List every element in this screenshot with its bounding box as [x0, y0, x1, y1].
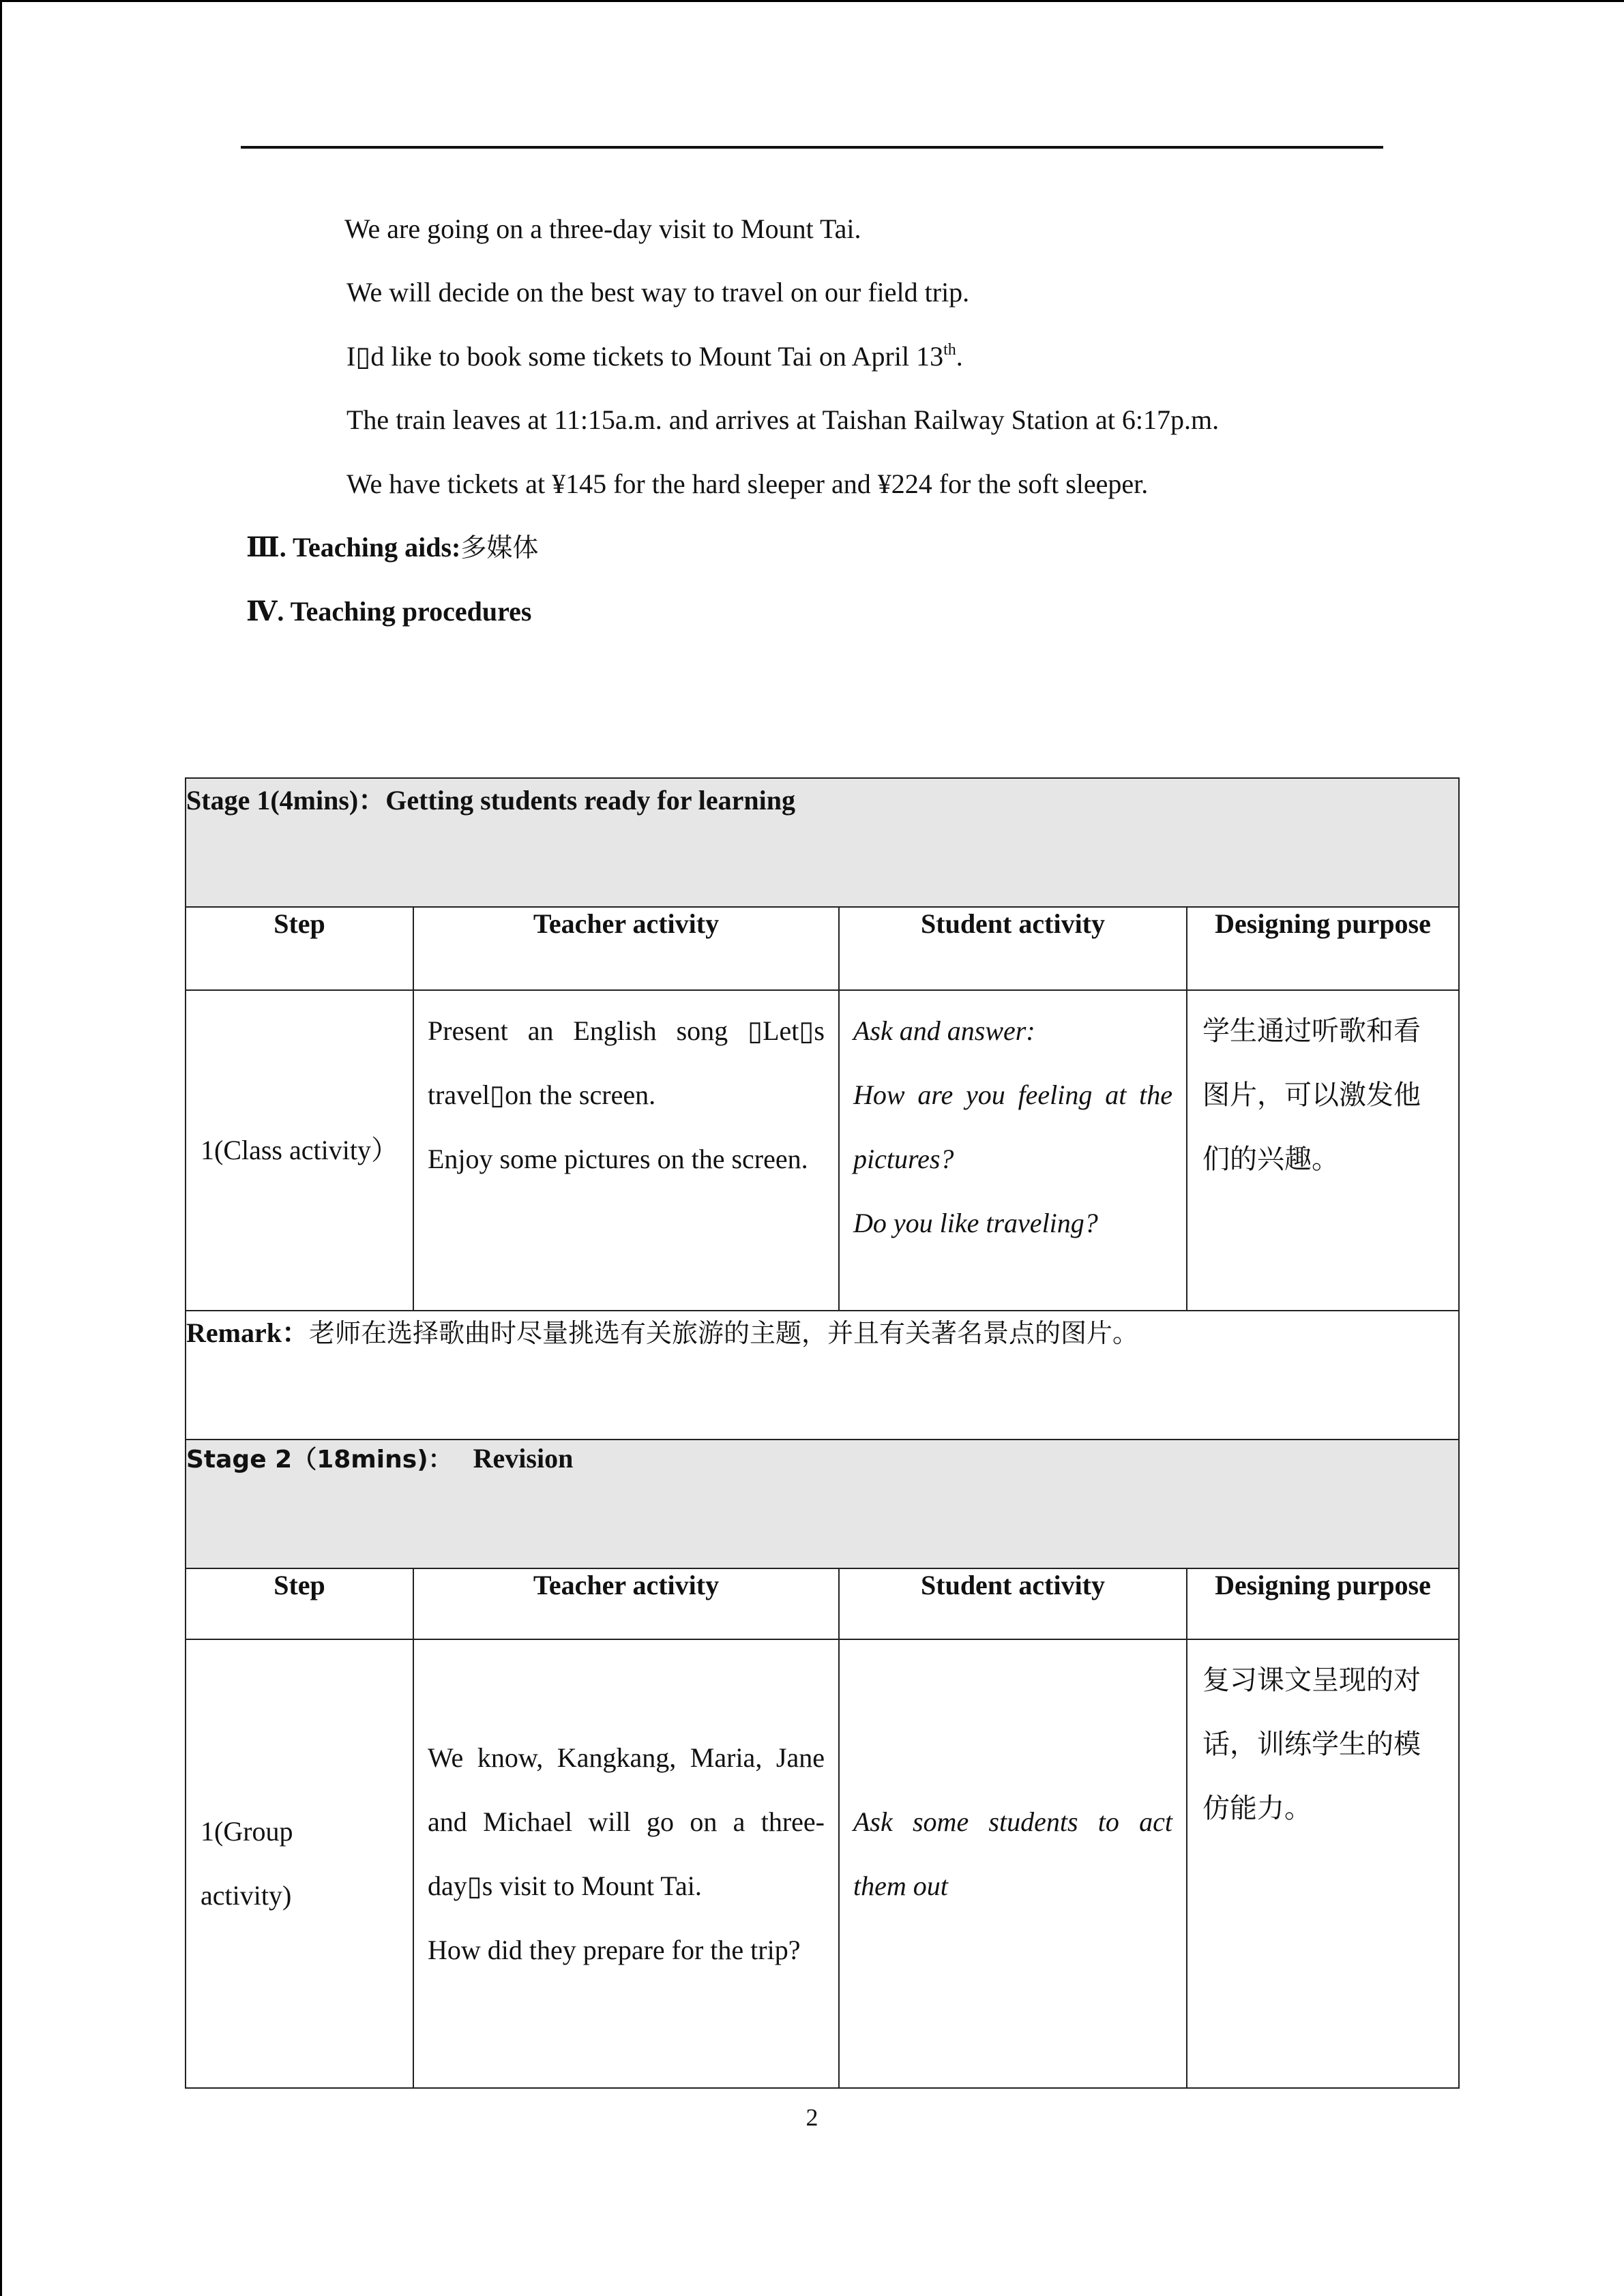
col-student-header: Student activity	[839, 1568, 1187, 1639]
objective-line-4: The train leaves at 11:15a.m. and arrives at Taishan Railway Station at 6:17p.m.	[346, 404, 1220, 435]
teaching-aids-heading: Ⅲ. Teaching aids:多媒体	[246, 532, 539, 563]
remark-row	[186, 1311, 1459, 1440]
stage-1-purpose: 学生通过听歌和看图片，可以激发他们的兴趣。	[1187, 990, 1459, 1311]
col-step-header: Step	[186, 907, 413, 990]
stage-1-step: 1(Class activity）	[186, 990, 413, 1311]
col-teacher-header: Teacher activity	[413, 1568, 839, 1639]
stage-2-activity-row	[186, 1639, 1459, 2088]
stage-2-purpose: 复习课文呈现的对话，训练学生的模仿能力。	[1187, 1639, 1459, 2088]
col-purpose-header: Designing purpose	[1187, 907, 1459, 990]
procedures-table	[185, 777, 1460, 2089]
page-number: 2	[806, 2104, 818, 2131]
stage-1-column-headers	[186, 907, 1459, 990]
col-purpose-header: Designing purpose	[1187, 1568, 1459, 1639]
stage-1-student-activity: Ask and answer: How are you feeling at the pictures? Do you like traveling?	[839, 990, 1187, 1311]
objective-line-2: We will decide on the best way to travel on our field trip.	[346, 277, 970, 308]
objective-line-3: I▯d like to book some tickets to Mount Tai on April 13th.	[346, 341, 963, 372]
stage-1-activity-row	[186, 990, 1459, 1311]
remark-label: Remark：	[186, 1317, 309, 1348]
stage-1-header-row	[186, 778, 1459, 907]
teaching-procedures-heading: Ⅳ. Teaching procedures	[246, 596, 532, 627]
objective-line-1: We are going on a three-day visit to Mount Tai.	[344, 213, 861, 244]
stage-2-teacher-activity: We know, Kangkang, Maria, Jane and Michael will go on a three-day▯s visit to Mount Tai. How did they prepare for the trip?	[413, 1639, 839, 2088]
stage-2-title: Stage 2（18mins)： Revision	[186, 1440, 1459, 1568]
stage-2-step: 1(Group activity)	[186, 1639, 413, 2088]
stage-1-title: Stage 1(4mins)：Getting students ready for learning	[186, 778, 1459, 907]
stage-2-header-row	[186, 1440, 1459, 1568]
stage-2-student-activity: Ask some students to act them out	[839, 1639, 1187, 2088]
header-rule	[241, 146, 1383, 149]
page-border-top	[0, 0, 1624, 2]
col-teacher-header: Teacher activity	[413, 907, 839, 990]
stage-2-column-headers	[186, 1568, 1459, 1639]
remark-text: 老师在选择歌曲时尽量挑选有关旅游的主题，并且有关著名景点的图片。	[308, 1318, 1138, 1348]
teaching-aids-value: 多媒体	[460, 533, 539, 563]
page-border-left	[0, 0, 2, 2296]
col-student-header: Student activity	[839, 907, 1187, 990]
objective-line-5: We have tickets at ¥145 for the hard sleeper and ¥224 for the soft sleeper.	[346, 468, 1149, 499]
ordinal-suffix: th	[943, 341, 956, 359]
col-step-header: Step	[186, 1568, 413, 1639]
stage-1-teacher-activity: Present an English song ▯Let▯s travel▯on the screen. Enjoy some pictures on the screen.	[413, 990, 839, 1311]
